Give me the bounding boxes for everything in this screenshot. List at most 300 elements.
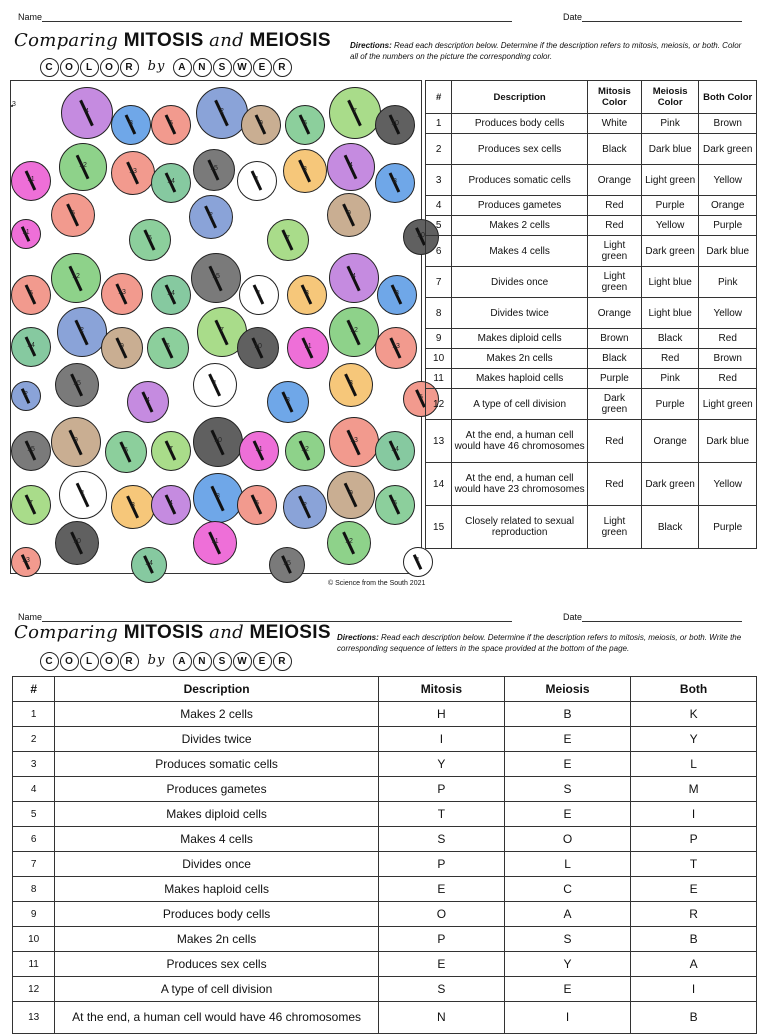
row-mitosis: H — [378, 702, 504, 727]
row-mitosis: Orange — [588, 165, 642, 196]
row-description: Produces somatic cells — [55, 752, 378, 777]
cell-number: 13 — [392, 343, 400, 350]
subtitle-letter: A — [173, 652, 192, 671]
table-row — [426, 196, 757, 216]
table-row — [13, 802, 757, 827]
table-row — [13, 752, 757, 777]
table-row — [426, 165, 757, 196]
cell-number: 7 — [169, 446, 173, 453]
cell-number: 8 — [393, 178, 397, 185]
date-line — [563, 612, 742, 622]
table-row — [13, 902, 757, 927]
table-header-row — [426, 81, 757, 114]
cell-number: 12 — [345, 538, 353, 545]
cell-region[interactable] — [11, 219, 41, 249]
cell-region[interactable] — [193, 473, 243, 523]
row-both: Dark blue — [699, 236, 757, 267]
table-row — [426, 463, 757, 506]
row-mitosis: White — [588, 114, 642, 134]
cell-region[interactable] — [237, 327, 279, 369]
table-row — [13, 977, 757, 1002]
title-mitosis: MITOSIS — [123, 622, 204, 643]
cell-region[interactable] — [375, 163, 415, 203]
col-header-description: Description — [452, 81, 588, 114]
cell-region[interactable] — [267, 381, 309, 423]
row-mitosis: Light green — [588, 236, 642, 267]
cell-number: 4 — [146, 397, 150, 404]
cell-number: 5 — [169, 120, 173, 127]
table-row — [13, 852, 757, 877]
row-number: 9 — [426, 329, 452, 349]
cell-region[interactable] — [403, 547, 433, 577]
cell-region[interactable] — [59, 143, 107, 191]
subtitle-letter: R — [120, 652, 139, 671]
cell-number: 7 — [286, 235, 290, 242]
cell-region[interactable] — [127, 381, 169, 423]
cell-region[interactable]: 3 — [12, 101, 16, 108]
table-row — [13, 1002, 757, 1034]
worksheet-subtitle — [40, 58, 293, 77]
subtitle-letter: R — [273, 652, 292, 671]
col-header-both: Both — [631, 677, 757, 702]
cell-number: 6 — [148, 235, 152, 242]
row-number: 8 — [426, 298, 452, 329]
row-both: I — [631, 977, 757, 1002]
cell-region[interactable] — [329, 307, 379, 357]
row-meiosis: S — [504, 927, 630, 952]
subtitle-letter: L — [80, 58, 99, 77]
cell-number: 13 — [118, 289, 126, 296]
cell-number: 4 — [169, 500, 173, 507]
row-number: 1 — [13, 702, 55, 727]
date-blank[interactable] — [582, 612, 742, 622]
cell-number: 15 — [212, 273, 220, 280]
cell-region[interactable] — [327, 143, 375, 191]
cell-region[interactable] — [193, 149, 235, 191]
row-number: 8 — [13, 877, 55, 902]
row-number: 7 — [13, 852, 55, 877]
cell-region[interactable] — [11, 547, 41, 577]
subtitle-letter: S — [213, 58, 232, 77]
name-label: Name — [18, 612, 43, 622]
row-meiosis: E — [504, 802, 630, 827]
cell-number: 7 — [29, 500, 33, 507]
cell-region[interactable] — [111, 105, 151, 145]
row-number: 15 — [426, 506, 452, 549]
cell-region[interactable] — [329, 253, 379, 303]
cell-number: 13 — [22, 557, 30, 564]
row-both: Purple — [699, 506, 757, 549]
cell-region[interactable] — [193, 417, 243, 467]
cell-region[interactable] — [57, 307, 107, 357]
row-both: Orange — [699, 196, 757, 216]
subtitle-letter: E — [253, 652, 272, 671]
cell-number: 2 — [24, 391, 28, 398]
worksheet-title — [14, 622, 331, 644]
cell-number: 9 — [349, 490, 353, 497]
row-mitosis: E — [378, 952, 504, 977]
cell-region[interactable] — [285, 431, 325, 471]
row-meiosis: C — [504, 877, 630, 902]
cell-number: 15 — [210, 165, 218, 172]
row-mitosis: Red — [588, 463, 642, 506]
row-meiosis: Light green — [641, 165, 699, 196]
cell-region[interactable] — [11, 381, 41, 411]
table-row — [13, 877, 757, 902]
table-row — [13, 702, 757, 727]
row-both: Yellow — [699, 463, 757, 506]
table-row — [13, 927, 757, 952]
row-description: Makes 2n cells — [55, 927, 378, 952]
cell-number: 11 — [211, 538, 219, 545]
cell-region[interactable] — [129, 219, 171, 261]
subtitle-letter: C — [40, 652, 59, 671]
cell-region[interactable] — [189, 195, 233, 239]
cell-number: 8 — [286, 397, 290, 404]
row-number: 4 — [426, 196, 452, 216]
cell-region[interactable] — [11, 485, 51, 525]
worksheet-page-letters — [0, 600, 768, 1024]
row-mitosis: O — [378, 902, 504, 927]
row-both: B — [631, 927, 757, 952]
row-both: Yellow — [699, 165, 757, 196]
row-both: Dark blue — [699, 420, 757, 463]
row-number: 11 — [426, 369, 452, 389]
cell-region[interactable] — [101, 273, 143, 315]
cell-region[interactable] — [151, 485, 191, 525]
cell-region[interactable] — [375, 327, 417, 369]
worksheet-subtitle — [40, 652, 293, 671]
row-both: Light green — [699, 389, 757, 420]
cell-number: 10 — [417, 232, 425, 239]
row-meiosis: Orange — [641, 420, 699, 463]
row-mitosis: Red — [588, 420, 642, 463]
row-description: Divides once — [452, 267, 588, 298]
cell-number: 13 — [129, 168, 137, 175]
subtitle-letter: R — [273, 58, 292, 77]
cell-region[interactable] — [11, 161, 51, 201]
cell-region[interactable] — [285, 105, 325, 145]
cell-number: 14 — [145, 560, 153, 567]
row-mitosis: T — [378, 802, 504, 827]
directions-label: Directions: — [337, 633, 379, 642]
cell-number: 1 — [81, 490, 85, 497]
row-number: 2 — [426, 134, 452, 165]
cell-region[interactable] — [111, 151, 155, 195]
row-number: 2 — [13, 727, 55, 752]
row-number: 12 — [13, 977, 55, 1002]
subtitle-letter: N — [193, 652, 212, 671]
row-description: Produces body cells — [55, 902, 378, 927]
cell-number: 15 — [283, 560, 291, 567]
cell-region[interactable] — [241, 105, 281, 145]
cell-number: 8 — [129, 120, 133, 127]
row-meiosis: Dark green — [641, 236, 699, 267]
row-number: 5 — [13, 802, 55, 827]
row-both: Dark green — [699, 134, 757, 165]
cell-region[interactable] — [51, 193, 95, 237]
row-meiosis: Black — [641, 506, 699, 549]
row-description: A type of cell division — [55, 977, 378, 1002]
row-description: A type of cell division — [452, 389, 588, 420]
cell-number: 9 — [74, 437, 78, 444]
row-both: Brown — [699, 114, 757, 134]
cell-region[interactable] — [269, 547, 305, 583]
cell-region[interactable] — [151, 163, 191, 203]
row-description: Produces body cells — [452, 114, 588, 134]
cell-number: 4 — [85, 108, 89, 115]
cell-region[interactable] — [329, 87, 381, 139]
subtitle-letter: O — [60, 58, 79, 77]
cell-region[interactable] — [329, 363, 373, 407]
cell-region[interactable] — [287, 327, 329, 369]
cell-region[interactable] — [377, 275, 417, 315]
cell-region[interactable] — [239, 431, 279, 471]
cell-region[interactable] — [151, 105, 191, 145]
row-mitosis: Dark green — [588, 389, 642, 420]
cell-region[interactable] — [327, 471, 375, 519]
cell-region[interactable] — [51, 253, 101, 303]
cell-region[interactable] — [11, 431, 51, 471]
cell-region[interactable] — [375, 485, 415, 525]
row-both: E — [631, 877, 757, 902]
cell-region[interactable] — [151, 431, 191, 471]
cell-number: 11 — [22, 229, 30, 236]
row-meiosis: I — [504, 1002, 630, 1034]
col-header-meiosis-color: Meiosis Color — [641, 81, 699, 114]
cell-region[interactable] — [105, 431, 147, 473]
row-description: Divides once — [55, 852, 378, 877]
cell-number: 1 — [255, 176, 259, 183]
cell-number: 2 — [209, 212, 213, 219]
title-comparing: Comparing — [14, 30, 119, 51]
cell-region[interactable] — [283, 149, 327, 193]
cell-region[interactable] — [193, 521, 237, 565]
row-mitosis: Black — [588, 349, 642, 369]
subtitle-letter: N — [193, 58, 212, 77]
cell-number: 12 — [301, 446, 309, 453]
row-mitosis: E — [378, 877, 504, 902]
color-by-number-picture[interactable] — [10, 80, 425, 574]
cell-region[interactable] — [131, 547, 167, 583]
table-row — [426, 134, 757, 165]
cell-number: 11 — [27, 176, 35, 183]
subtitle-letter: W — [233, 652, 252, 671]
cell-region[interactable] — [61, 87, 113, 139]
title-comparing: Comparing — [14, 622, 119, 643]
cell-region[interactable] — [101, 327, 143, 369]
row-meiosis: Light blue — [641, 298, 699, 329]
row-meiosis: Pink — [641, 369, 699, 389]
row-both: Pink — [699, 267, 757, 298]
cell-number: 9 — [259, 120, 263, 127]
subtitle-letter: A — [173, 58, 192, 77]
cell-number: 3 — [349, 380, 353, 387]
table-row — [426, 267, 757, 298]
cell-number: 14 — [391, 446, 399, 453]
cell-region[interactable] — [11, 275, 51, 315]
row-number: 1 — [426, 114, 452, 134]
cell-number: 5 — [255, 500, 259, 507]
cell-number: 6 — [166, 343, 170, 350]
cell-number: 4 — [349, 162, 353, 169]
row-both: T — [631, 852, 757, 877]
name-label: Name — [18, 12, 43, 22]
table-row — [426, 420, 757, 463]
row-meiosis: Pink — [641, 114, 699, 134]
col-header-meiosis: Meiosis — [504, 677, 630, 702]
row-meiosis: S — [504, 777, 630, 802]
row-number: 9 — [13, 902, 55, 927]
cell-number: 1 — [257, 290, 261, 297]
cell-region[interactable] — [147, 327, 189, 369]
cell-region[interactable] — [151, 275, 191, 315]
cell-number: 13 — [350, 437, 358, 444]
subtitle-letter: R — [120, 58, 139, 77]
row-description: Makes diploid cells — [55, 802, 378, 827]
cell-number: 12 — [72, 273, 80, 280]
row-both: Brown — [699, 349, 757, 369]
color-key-table — [425, 80, 757, 549]
date-blank[interactable] — [582, 12, 742, 22]
cell-region[interactable] — [329, 417, 379, 467]
cell-number: 5 — [419, 394, 423, 401]
row-meiosis: E — [504, 752, 630, 777]
cell-number: 2 — [220, 108, 224, 115]
row-meiosis: Dark blue — [641, 134, 699, 165]
cell-number: 6 — [393, 500, 397, 507]
cell-region[interactable] — [283, 485, 327, 529]
cell-region[interactable] — [327, 521, 371, 565]
cell-region[interactable] — [375, 105, 415, 145]
cell-region[interactable] — [193, 363, 237, 407]
row-both: Red — [699, 369, 757, 389]
row-meiosis: Yellow — [641, 216, 699, 236]
row-meiosis: Dark green — [641, 463, 699, 506]
col-header-both-color: Both Color — [699, 81, 757, 114]
row-description: Makes diploid cells — [452, 329, 588, 349]
table-row — [426, 236, 757, 267]
directions — [350, 40, 750, 62]
cell-region[interactable] — [237, 485, 277, 525]
directions-label: Directions: — [350, 41, 392, 50]
cell-number: 3 — [131, 502, 135, 509]
directions-text: Read each description below. Determine if the description refers to mitosis, meiosis, or both. Color all of the numbers on the picture the corresponding color. — [350, 41, 742, 61]
row-mitosis: N — [378, 1002, 504, 1034]
col-header-description: Description — [55, 677, 378, 702]
row-meiosis: E — [504, 727, 630, 752]
cell-region[interactable] — [287, 275, 327, 315]
row-both: Yellow — [699, 298, 757, 329]
row-number: 12 — [426, 389, 452, 420]
cell-number: 12 — [350, 327, 358, 334]
table-row — [13, 827, 757, 852]
letter-key-table — [12, 676, 757, 1034]
row-mitosis: Light green — [588, 267, 642, 298]
col-header-number: # — [426, 81, 452, 114]
name-blank[interactable] — [42, 612, 512, 622]
cell-region[interactable] — [327, 193, 371, 237]
directions-text: Read each description below. Determine if the description refers to mitosis, meiosis, or both. Write the corresponding sequence of letters in the space provided at the bottom of the page. — [337, 633, 742, 653]
cell-region[interactable] — [267, 219, 309, 261]
row-both: K — [631, 702, 757, 727]
row-meiosis: E — [504, 977, 630, 1002]
cell-region[interactable] — [59, 471, 107, 519]
row-description: Makes 4 cells — [55, 827, 378, 852]
cell-number: 14 — [27, 342, 35, 349]
cell-region[interactable] — [55, 521, 99, 565]
row-description: Produces gametes — [452, 196, 588, 216]
row-mitosis: Y — [378, 752, 504, 777]
table-row — [426, 389, 757, 420]
row-both: R — [631, 902, 757, 927]
table-row — [13, 727, 757, 752]
cell-region[interactable] — [239, 275, 279, 315]
cell-number: 10 — [214, 437, 222, 444]
cell-number: 15 — [73, 380, 81, 387]
row-description: Produces gametes — [55, 777, 378, 802]
cell-region[interactable] — [55, 363, 99, 407]
row-number: 11 — [13, 952, 55, 977]
row-number: 10 — [426, 349, 452, 369]
cell-region[interactable] — [111, 485, 155, 529]
cell-region[interactable] — [237, 161, 277, 201]
cell-number: 9 — [120, 343, 124, 350]
cell-number: 1 — [213, 380, 217, 387]
row-meiosis: B — [504, 702, 630, 727]
row-meiosis: L — [504, 852, 630, 877]
name-line — [18, 12, 512, 22]
subtitle-letter: S — [213, 652, 232, 671]
row-number: 13 — [13, 1002, 55, 1034]
row-both: Purple — [699, 216, 757, 236]
row-mitosis: S — [378, 977, 504, 1002]
cell-region[interactable] — [11, 327, 51, 367]
subtitle-letter: O — [60, 652, 79, 671]
cell-number: 2 — [80, 327, 84, 334]
row-number: 10 — [13, 927, 55, 952]
row-mitosis: Light green — [588, 506, 642, 549]
title-meiosis: MEIOSIS — [249, 622, 331, 643]
cell-region[interactable] — [51, 417, 101, 467]
row-number: 4 — [13, 777, 55, 802]
cell-number: 2 — [303, 502, 307, 509]
col-header-mitosis: Mitosis — [378, 677, 504, 702]
row-description: Closely related to sexual reproduction — [452, 506, 588, 549]
cell-number: 5 — [29, 290, 33, 297]
row-description: Makes 2n cells — [452, 349, 588, 369]
row-number: 7 — [426, 267, 452, 298]
cell-region[interactable] — [375, 431, 415, 471]
name-blank[interactable] — [42, 12, 512, 22]
cell-region[interactable] — [191, 253, 241, 303]
row-both: B — [631, 1002, 757, 1034]
cell-number: 11 — [255, 446, 263, 453]
row-description: At the end, a human cell would have 46 chromosomes — [55, 1002, 378, 1034]
row-mitosis: P — [378, 852, 504, 877]
cell-number: 4 — [352, 273, 356, 280]
title-and: and — [209, 30, 244, 51]
subtitle-letter: W — [233, 58, 252, 77]
subtitle-by: by — [147, 653, 166, 668]
subtitle-letter: E — [253, 58, 272, 77]
cell-number: 5 — [71, 210, 75, 217]
cell-region[interactable] — [196, 87, 248, 139]
row-description: At the end, a human cell would have 23 chromosomes — [452, 463, 588, 506]
table-row — [426, 349, 757, 369]
row-both: I — [631, 802, 757, 827]
cell-number: 6 — [124, 447, 128, 454]
